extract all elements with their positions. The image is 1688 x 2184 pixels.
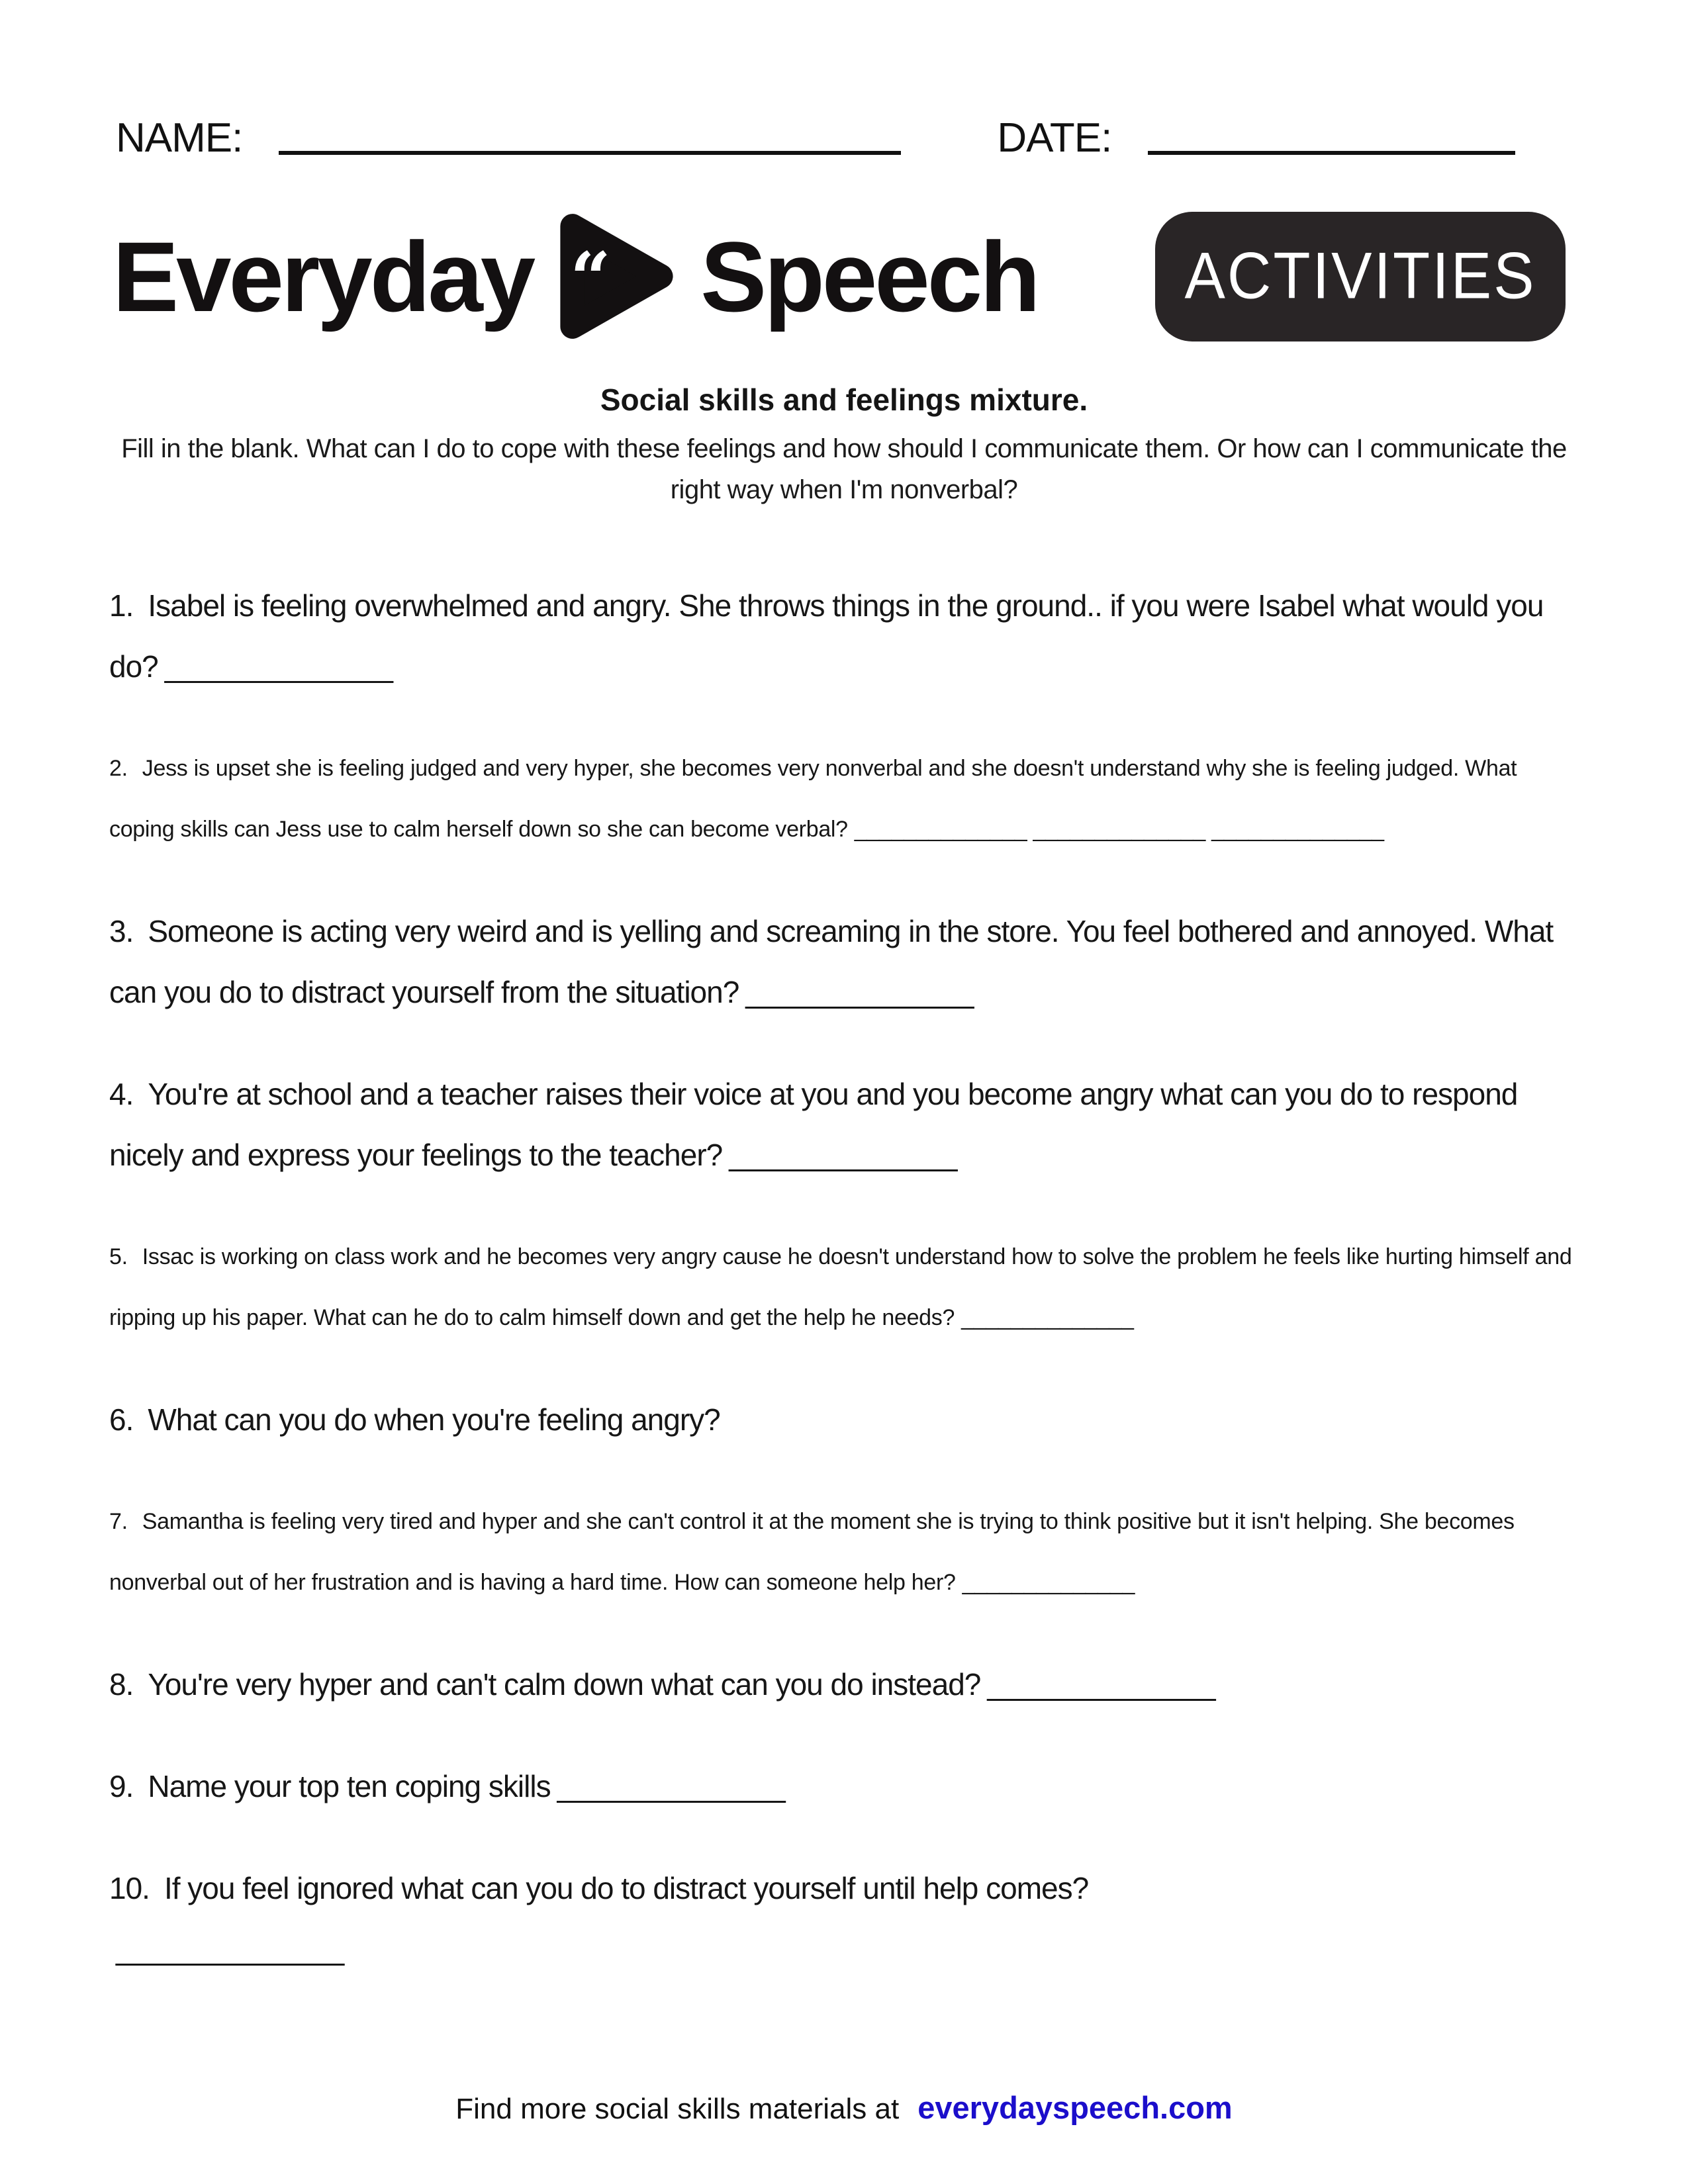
question-number: 8. [109,1667,134,1702]
answer-blank: ______________ [164,649,393,684]
name-label: NAME: [116,115,243,161]
everyday-speech-logo [113,208,1038,344]
answer-blank: ______________ [745,975,974,1009]
answer-blank: ______________ [116,1932,344,1966]
question-text: Name your top ten coping skills [148,1769,551,1803]
name-blank-line [279,151,901,155]
question-8 [109,1654,1582,1715]
footer-link[interactable]: everydayspeech.com [917,2090,1233,2125]
question-text: You're very hyper and can't calm down what can you do instead? [148,1667,981,1702]
answer-blank: ______________ [962,1570,1135,1595]
worksheet-instructions: Fill in the blank. What can I do to cope with these feelings and how should I communicate them. Or how can I communicate the right way when I'm nonverbal? [121,434,1567,504]
date-label: DATE: [997,115,1112,161]
logo-row [113,205,1566,347]
answer-blank: ______________ [987,1667,1215,1702]
question-number: 4. [109,1077,134,1111]
question-number: 2. [109,756,128,781]
question-number: 10. [109,1871,150,1905]
activities-badge [1155,212,1566,341]
play-quotes-icon [555,208,678,344]
date-blank-line [1148,151,1515,155]
logo-word-speech: Speech [700,220,1038,332]
logo-word-everyday: Everyday [113,220,534,332]
answer-blank: ______________ ______________ ______________ [854,817,1384,842]
answer-blank: ______________ [557,1769,785,1803]
question-9 [109,1756,1582,1817]
question-6 [109,1389,1582,1450]
footer [0,2089,1688,2126]
question-text: You're at school and a teacher raises their voice at you and you become angry what can you do to respond nicely and express your feelings to the teacher? [109,1077,1518,1172]
question-4 [109,1064,1582,1185]
question-text: What can you do when you're feeling angry? [148,1402,720,1437]
name-date-header [116,99,1572,160]
footer-text: Find more social skills materials at [455,2093,900,2125]
question-text: Issac is working on class work and he becomes very angry cause he doesn't understand how to solve the problem he feels like hurting himself and ripping up his paper. What can he do to calm himself down and get the help he needs? [109,1244,1572,1330]
question-7 [109,1491,1582,1613]
answer-blank: ______________ [729,1138,957,1172]
question-text: Isabel is feeling overwhelmed and angry. She throws things in the ground.. if you were Isabel what would you do? [109,588,1544,684]
question-1 [109,575,1582,697]
worksheet-title: Social skills and feelings mixture. [600,383,1088,417]
activities-badge-label: ACTIVITIES [1184,239,1536,313]
question-5 [109,1226,1582,1348]
date-group [997,115,1515,161]
question-text: If you feel ignored what can you do to distract yourself until help comes? [164,1871,1089,1905]
question-number: 7. [109,1509,128,1534]
answer-blank: ______________ [961,1305,1134,1330]
question-number: 1. [109,588,134,623]
question-number: 6. [109,1402,134,1437]
question-text: Jess is upset she is feeling judged and very hyper, she becomes very nonverbal and she doesn't understand why she is feeling judged. What coping skills can Jess use to calm herself down so she can become verbal? [109,756,1517,842]
question-text: Samantha is feeling very tired and hyper and she can't control it at the moment she is trying to think positive but it isn't helping. She becomes nonverbal out of her frustration and is having a hard time. How can someone help her? [109,1509,1515,1595]
question-2 [109,738,1582,860]
question-3 [109,901,1582,1023]
question-number: 9. [109,1769,134,1803]
question-text: Someone is acting very weird and is yelling and screaming in the store. You feel bothered and annoyed. What can you do to distract yourself from the situation? [109,914,1554,1009]
question-10 [109,1858,1582,1979]
question-list [109,575,1582,1979]
question-number: 3. [109,914,134,948]
svg-text:“: “ [570,237,612,321]
question-number: 5. [109,1244,128,1269]
